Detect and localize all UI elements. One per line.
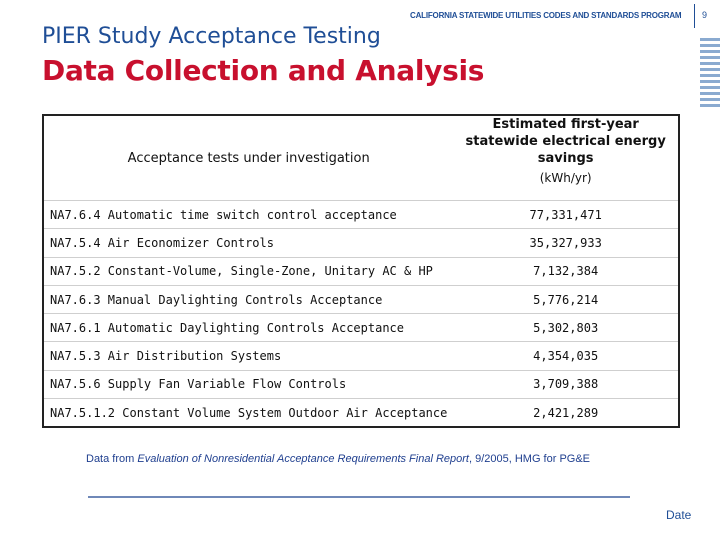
footer-divider [88,496,630,498]
test-name: NA7.6.1 Automatic Daylighting Controls Acceptance [43,314,453,342]
source-prefix: Data from [86,453,138,465]
column-header-tests: Acceptance tests under investigation [127,150,370,166]
savings-value: 7,132,384 [453,257,679,285]
footer-date: Date [666,508,692,522]
decorative-stripes [700,38,720,110]
table-row [43,285,679,313]
program-name: CALIFORNIA STATEWIDE UTILITIES CODES AND STANDARDS PROGRAM [410,11,682,20]
source-report-title: Evaluation of Nonresidential Acceptance Requirements Final Report [137,453,469,465]
savings-value: 77,331,471 [453,201,679,229]
test-name: NA7.6.3 Manual Daylighting Controls Acceptance [43,285,453,313]
savings-header-label: Estimated first-year statewide electrical energy savings [465,117,666,166]
savings-table [42,114,680,428]
header-divider [694,4,695,28]
savings-value: 35,327,933 [453,229,679,257]
savings-value: 3,709,388 [453,370,679,398]
test-name: NA7.5.2 Constant-Volume, Single-Zone, Unitary AC & HP [43,257,453,285]
slide-subtitle: PIER Study Acceptance Testing [42,24,381,49]
test-name: NA7.5.4 Air Economizer Controls [43,229,453,257]
table-row [43,229,679,257]
savings-value: 2,421,289 [453,399,679,428]
savings-value: 4,354,035 [453,342,679,370]
test-name: NA7.6.4 Automatic time switch control acceptance [43,201,453,229]
table-row [43,314,679,342]
slide-title: Data Collection and Analysis [42,54,485,87]
test-name: NA7.5.1.2 Constant Volume System Outdoor Air Acceptance [43,399,453,428]
savings-value: 5,302,803 [453,314,679,342]
table-row [43,257,679,285]
savings-header-unit: (kWh/yr) [539,171,592,185]
savings-value: 5,776,214 [453,285,679,313]
table-row [43,201,679,229]
source-citation [86,453,590,465]
table-row [43,342,679,370]
table-header-row [43,115,679,201]
test-name: NA7.5.3 Air Distribution Systems [43,342,453,370]
page-number: 9 [702,10,708,20]
column-header-savings [453,115,679,201]
table-row [43,370,679,398]
source-suffix: , 9/2005, HMG for PG&E [468,453,591,465]
table-row [43,399,679,428]
test-name: NA7.5.6 Supply Fan Variable Flow Controls [43,370,453,398]
